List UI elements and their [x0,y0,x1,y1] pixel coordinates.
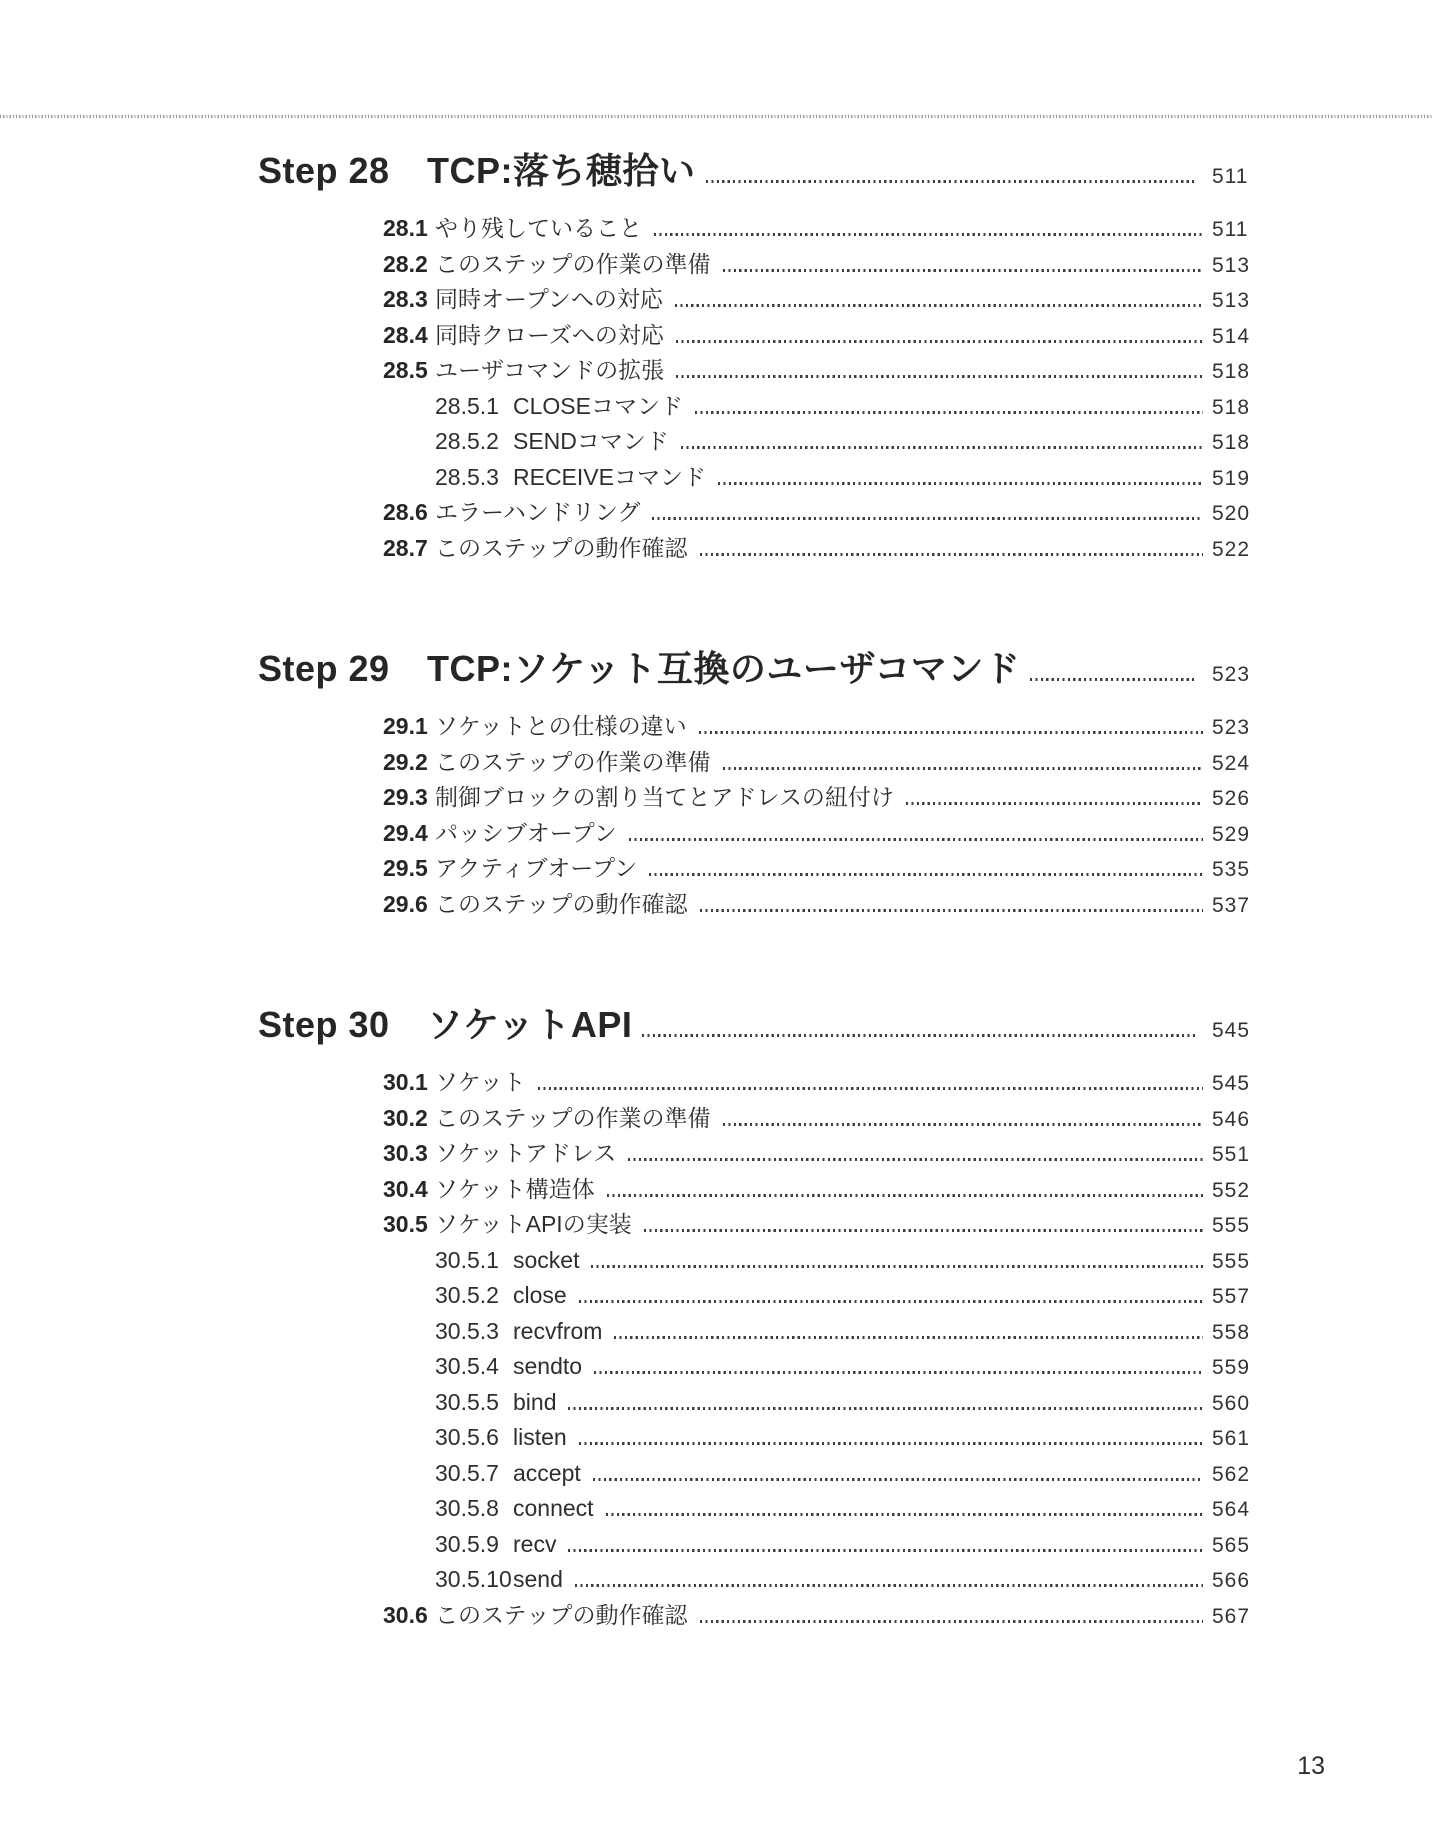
entry-page-number: 552 [1212,1178,1251,1202]
entry-number: 30.5.2 [435,1282,499,1308]
dotted-leader [700,909,1203,912]
dotted-leader [700,1620,1203,1623]
entry-page-number: 545 [1212,1072,1251,1095]
toc-entry-row [383,853,1258,889]
entry-title: sendto [513,1353,583,1379]
toc-entry-row [383,1529,1258,1565]
entry-title: ソケット [435,1069,526,1095]
entry-title: ソケットAPIの実装 [435,1211,632,1237]
entry-title: CLOSEコマンド [513,392,683,419]
toc-entry-row [383,355,1258,391]
toc-entry-row [383,1138,1258,1174]
footer-page-number: 13 [1297,1752,1325,1780]
dotted-leader [676,340,1203,343]
dotted-leader [628,1158,1203,1161]
entry-title: このステップの動作確認 [435,534,688,561]
toc-entries [383,213,1258,568]
toc-entry-row [383,1174,1258,1210]
entry-number: 30.1 [383,1069,428,1095]
dotted-leader [614,1336,1203,1339]
entry-number: 30.5.5 [435,1388,499,1415]
toc-entry-row [383,1600,1258,1636]
toc-entry-row [383,747,1258,783]
toc-entry-row [383,1067,1258,1103]
toc-entry-row [383,462,1258,498]
toc-entry-row [383,1458,1258,1494]
dotted-leader [649,873,1203,876]
entry-title: send [513,1566,563,1592]
step-title: TCP:落ち穂拾い [427,150,696,191]
entry-number: 30.5.10 [435,1566,512,1592]
entry-title: 同時オープンへの対応 [435,286,663,312]
dotted-leader [642,1034,1195,1037]
entry-page-number: 555 [1212,1214,1251,1237]
dotted-leader [591,1265,1203,1268]
entry-page-number: 551 [1212,1143,1251,1166]
dotted-leader [723,269,1203,272]
dotted-leader [699,731,1203,734]
entry-title: listen [513,1424,567,1450]
entry-title: このステップの作業の準備 [435,1104,711,1131]
entry-page-number: 529 [1212,822,1251,846]
entry-title: このステップの作業の準備 [435,250,711,277]
entry-number: 28.2 [383,250,428,277]
toc-entries [383,711,1258,924]
entry-title: connect [513,1495,594,1521]
entry-page-number: 526 [1212,787,1251,810]
dotted-leader [906,802,1203,805]
entry-title: アクティブオープン [435,855,638,881]
dotted-leader [654,233,1203,236]
toc-entry-row [383,782,1258,818]
entry-page-number: 520 [1212,502,1251,525]
entry-page-number: 555 [1212,1249,1251,1273]
step-page-number: 545 [1212,1019,1251,1042]
toc-entry-row [383,249,1258,285]
toc-entry-row [383,1422,1258,1458]
dotted-leader [568,1549,1203,1552]
step-page-number: 523 [1212,663,1251,686]
dotted-leader [652,517,1203,520]
entry-title: このステップの動作確認 [435,1601,688,1628]
toc-entry-row [383,1209,1258,1245]
entry-title: close [513,1282,567,1308]
dotted-leader [681,446,1203,449]
entry-number: 30.5.6 [435,1424,499,1450]
entry-page-number: 564 [1212,1498,1251,1521]
entry-page-number: 518 [1212,395,1251,419]
toc-entry-row [383,497,1258,533]
entry-number: 28.6 [383,499,428,525]
entry-number: 29.2 [383,748,428,775]
entry-page-number: 523 [1212,716,1251,739]
entry-title: ユーザコマンドの拡張 [435,357,665,383]
toc-entry-row [383,711,1258,747]
dotted-leader [676,375,1203,378]
entry-title: パッシブオープン [435,819,617,846]
entry-title: このステップの作業の準備 [435,748,711,775]
dotted-leader [718,482,1203,485]
entry-title: ソケット構造体 [435,1175,595,1202]
dotted-leader [607,1194,1203,1197]
toc-entry-row [383,1103,1258,1139]
toc-entry-row [383,320,1258,356]
entry-page-number: 562 [1212,1462,1251,1486]
entry-page-number: 511 [1212,218,1249,241]
toc-entry-row [383,1493,1258,1529]
entry-title: やり残していること [435,215,642,241]
step-title: ソケットAPI [427,1004,633,1045]
entry-number: 30.4 [383,1175,428,1202]
entry-page-number: 557 [1212,1285,1251,1308]
toc-entry-row [383,1316,1258,1352]
entry-number: 30.5.1 [435,1246,499,1273]
toc-entry-row [383,889,1258,925]
entry-number: 28.5.3 [435,463,499,490]
dotted-leader [1030,678,1195,681]
entry-title: このステップの動作確認 [435,890,688,917]
step-label: Step 29 [258,648,390,689]
dotted-leader [706,180,1196,183]
entry-page-number: 559 [1212,1356,1251,1379]
entry-number: 29.4 [383,819,428,846]
entry-title: 同時クローズへの対応 [435,321,664,348]
entry-title: RECEIVEコマンド [513,463,706,490]
entry-number: 28.3 [383,286,428,312]
toc-section [0,148,1433,568]
dotted-leader [629,838,1203,841]
entry-number: 28.7 [383,534,428,561]
entry-number: 28.5 [383,357,428,383]
entry-number: 29.5 [383,855,428,881]
entry-title: エラーハンドリング [435,499,641,525]
entry-page-number: 537 [1212,893,1251,917]
toc-entries [383,1067,1258,1635]
entry-number: 29.6 [383,890,428,917]
entry-number: 29.1 [383,713,428,739]
entry-number: 30.5.7 [435,1459,499,1486]
entry-page-number: 560 [1212,1391,1251,1415]
toc-step-heading [258,1002,1258,1054]
entry-number: 30.5.3 [435,1317,499,1344]
entry-page-number: 513 [1212,289,1251,312]
entry-number: 28.5.2 [435,428,499,454]
entry-page-number: 514 [1212,324,1251,348]
toc-entry-row [383,1351,1258,1387]
step-label: Step 30 [258,1004,390,1045]
step-label: Step 28 [258,150,390,191]
dotted-leader [593,1478,1203,1481]
dotted-leader [723,1123,1203,1126]
entry-number: 29.3 [383,784,428,810]
toc-entry-row [383,1387,1258,1423]
dotted-leader [695,411,1203,414]
entry-page-number: 518 [1212,431,1251,454]
entry-title: SENDコマンド [513,428,669,454]
entry-number: 30.5.9 [435,1530,499,1557]
dotted-leader [538,1087,1203,1090]
entry-page-number: 535 [1212,858,1251,881]
dotted-leader [575,1584,1203,1587]
entry-page-number: 561 [1212,1427,1251,1450]
entry-number: 30.5.4 [435,1353,499,1379]
dotted-leader [700,553,1203,556]
dotted-leader [723,767,1203,770]
entry-page-number: 513 [1212,253,1251,277]
entry-number: 30.5 [383,1211,428,1237]
dotted-leader [579,1442,1203,1445]
entry-number: 30.3 [383,1140,428,1166]
dotted-leader [568,1407,1203,1410]
entry-page-number: 558 [1212,1320,1251,1344]
entry-number: 28.4 [383,321,428,348]
entry-title: bind [513,1388,557,1415]
entry-title: recvfrom [513,1317,603,1344]
toc-entry-row [383,1245,1258,1281]
entry-title: accept [513,1459,581,1486]
toc-entry-row [383,1280,1258,1316]
entry-number: 30.2 [383,1104,428,1131]
entry-number: 30.6 [383,1601,428,1628]
toc-entry-row [383,391,1258,427]
entry-title: ソケットとの仕様の違い [435,713,687,739]
entry-title: socket [513,1246,580,1273]
toc-section [0,646,1433,924]
toc-entry-row [383,818,1258,854]
toc-entry-row [383,426,1258,462]
toc-step-heading [258,148,1258,200]
entry-title: ソケットアドレス [435,1140,617,1166]
dotted-leader [594,1371,1203,1374]
entry-page-number: 546 [1212,1107,1251,1131]
toc-entry-row [383,213,1258,249]
entry-page-number: 567 [1212,1604,1251,1628]
entry-page-number: 566 [1212,1569,1251,1592]
toc-section [0,1002,1433,1635]
entry-page-number: 565 [1212,1533,1251,1557]
dotted-leader [675,304,1203,307]
entry-title: recv [513,1530,557,1557]
entry-number: 30.5.8 [435,1495,499,1521]
dotted-leader [644,1229,1203,1232]
dotted-leader [606,1513,1203,1516]
toc-entry-row [383,284,1258,320]
entry-title: 制御ブロックの割り当てとアドレスの紐付け [435,784,894,810]
entry-number: 28.5.1 [435,392,499,419]
step-page-number: 511 [1212,165,1249,188]
toc-step-heading [258,646,1258,698]
entry-page-number: 518 [1212,360,1251,383]
toc-entry-row [383,1564,1258,1600]
toc-entry-row [383,533,1258,569]
entry-number: 28.1 [383,215,428,241]
entry-page-number: 522 [1212,537,1251,561]
entry-page-number: 524 [1212,751,1251,775]
dotted-leader [579,1300,1203,1303]
step-title: TCP:ソケット互換のユーザコマンド [427,648,1021,689]
entry-page-number: 519 [1212,466,1251,490]
